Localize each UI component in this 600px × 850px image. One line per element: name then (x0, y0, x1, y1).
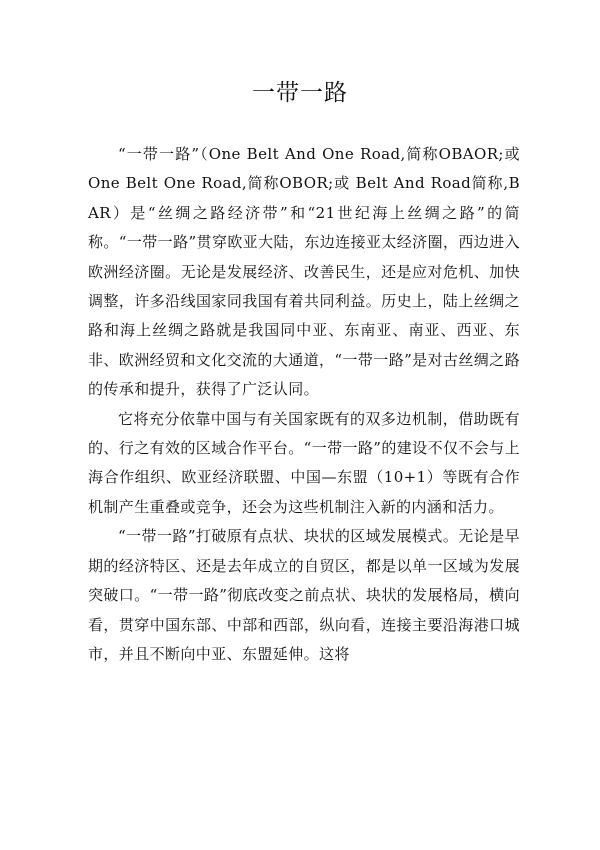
paragraph: “一带一路”打破原有点状、块状的区域发展模式。无论是早期的经济特区、还是去年成立的自贸区，都是以单一区域为发展突破口。“一带一路”彻底改变之前点状、块状的发展格局，横向看，贯穿中国东部、中部和西部，纵向看，连接主要沿海港口城市，并且不断向中亚、东盟延伸。这将 (88, 527, 520, 663)
paragraph: 它将充分依靠中国与有关国家既有的双多边机制，借助既有的、行之有效的区域合作平台。“一带一路”的建设不仅不会与上海合作组织、欧亚经济联盟、中国—东盟（10+1）等既有合作机制产生重叠或竞争，还会为这些机制注入新的内涵和活力。 (88, 409, 520, 516)
paragraph: “一带一路”（One Belt And One Road,简称OBAOR;或One Belt One Road,简称OBOR;或 Belt And Road简称,BAR）是“丝绸之路经济带”和“21世纪海上丝绸之路”的简称。“一带一路”贯穿欧亚大陆，东边连接亚太经济圈，西边进入欧洲经济圈。无论是发展经济、改善民生，还是应对危机、加快调整，许多沿线国家同我国有着共同利益。历史上，陆上丝绸之路和海上丝绸之路就是我国同中亚、东南亚、南亚、西亚、东非、欧洲经贸和文化交流的大通道，“一带一路”是对古丝绸之路的传承和提升，获得了广泛认同。 (88, 145, 520, 399)
document-title: 一带一路 (252, 80, 348, 106)
document-body (88, 140, 520, 669)
